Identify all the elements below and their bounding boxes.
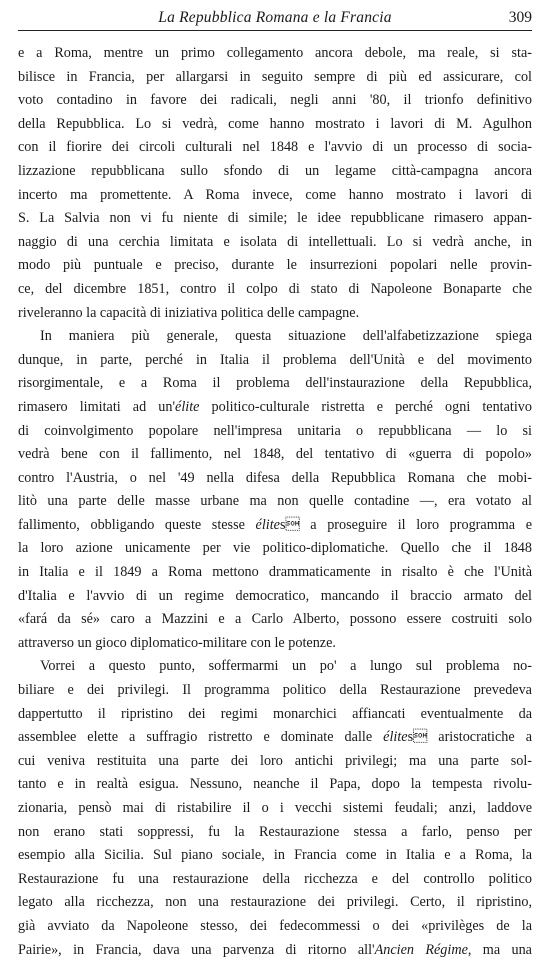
text-line: in Italia e il 1849 a Roma mettono drammaticamente in risalto è che l'Unità <box>18 564 532 581</box>
text-line: naggio di una cerchia limitata e isolata di intellettuali. Lo si vedrà anche, in <box>18 233 532 250</box>
text-line: In maniera più generale, questa situazione dell'alfabetizzazione spiega <box>40 328 532 345</box>
text-line: lizzazione repubblicana sullo sfondo di un legame città-campagna ancora <box>18 162 532 179</box>
text-line: la loro azione unicamente per vie politico-diplomatiche. Quello che il 1848 <box>18 540 532 557</box>
text-line: Pairie», in Francia, dava una parvenza di ritorno all'Ancien Régime, ma una <box>18 941 532 958</box>
text-line: voto contadino in favore dei radicali, negli anni '80, il trionfo definitivo <box>18 92 532 109</box>
text-line: fallimento, obbligando queste stesse élites a proseguire il loro programma e <box>18 516 532 533</box>
text-line: dunque, in parte, perché in Italia il problema dell'Unità e del movimento <box>18 351 532 368</box>
text-line: con il fiorire dei circoli culturali nel 1848 e l'avvio di un processo di socia- <box>18 139 532 156</box>
text-line: legato alla ricchezza, non una restaurazione dei privilegi. Certo, il ripristino, <box>18 894 532 911</box>
running-title: La Repubblica Romana e la Francia <box>158 9 392 26</box>
text-line: «fará da sé» caro a Mazzini e a Carlo Alberto, possono essere costruiti solo <box>18 611 532 628</box>
text-line: bilisce in Francia, per allargarsi in seguito sempre di più ed assicurare, col <box>18 68 532 85</box>
text-line: della Repubblica. Lo si vedrà, come hanno mostrato i lavori di M. Agulhon <box>18 115 532 132</box>
text-line: attraverso un gioco diplomatico-militare con le potenze. <box>18 634 336 651</box>
text-line: di coinvolgimento popolare nell'impresa unitaria o repubblicana — lo si <box>18 422 532 439</box>
text-line: risorgimentale, e a Roma il problema dell'instaurazione della Repubblica, <box>18 375 532 392</box>
text-line: riveleranno la capacità di iniziativa politica delle campagne. <box>18 304 360 321</box>
text-line: litò una parte delle masse urbane ma non quelle contadine —, era votato al <box>18 493 532 510</box>
running-header <box>18 8 532 31</box>
text-line: assemblee elette a suffragio ristretto e dominate dalle élites aristocratiche a <box>18 729 532 746</box>
text-line: Restaurazione fu una restaurazione della ricchezza e del controllo politico <box>18 870 532 887</box>
text-line: rimasero limitati ad un'élite politico-culturale ristretta e perché ogni tentativo <box>18 398 532 415</box>
text-line: cui veniva restituita una parte dei loro antichi privilegi; ma una parte sol- <box>18 752 532 769</box>
text-line: biliare e dei privilegi. Il programma politico della Restaurazione prevedeva <box>18 682 532 699</box>
body-text <box>18 42 532 962</box>
text-line: ce, del dicembre 1851, contro il colpo di stato di Napoleone Bonaparte che <box>18 280 532 297</box>
text-line: S. La Salvia non vi fu niente di simile; le idee repubblicane rimasero appan- <box>18 210 532 227</box>
text-line: e a Roma, mentre un primo collegamento ancora debole, ma reale, si sta- <box>18 45 532 61</box>
text-line: d'Italia e l'avvio di un regime democratico, mancando il braccio armato del <box>18 587 532 604</box>
text-line: esempio alla Sicilia. Sul piano sociale, in Francia come in Italia e a Roma, la <box>18 847 532 864</box>
text-line: vedrà bene con il fallimento, nel 1848, del tentativo di «guerra di popolo» <box>18 446 532 463</box>
text-line: tanto e in realtà esigua. Nessuno, neanche il Papa, dopo la tempesta rivolu- <box>18 776 532 793</box>
text-line: già avviato da Napoleone stesso, dei fedecommessi o dei «privilèges de la <box>18 917 532 934</box>
text-line: Vorrei a questo punto, soffermarmi un po' a lungo sul problema no- <box>40 658 532 675</box>
text-line: dappertutto il ripristino dei regimi monarchici affiancati eventualmente da <box>18 705 532 722</box>
page-number: 309 <box>508 9 532 26</box>
text-line: modo più puntuale e preciso, durante le insurrezioni popolari nelle provin- <box>18 257 532 274</box>
text-line: contro l'Austria, o nel '49 nella difesa della Repubblica Romana che mobi- <box>18 469 532 486</box>
text-line: incerto ma promettente. A Roma invece, come hanno mostrato i lavori di <box>18 186 532 203</box>
text-line: zionaria, pensò mai di ristabilire il o i vecchi sistemi feudali; anzi, laddove <box>18 800 532 816</box>
text-line: non erano stati soppressi, fu la Restaurazione stessa a farlo, penso per <box>18 823 532 840</box>
